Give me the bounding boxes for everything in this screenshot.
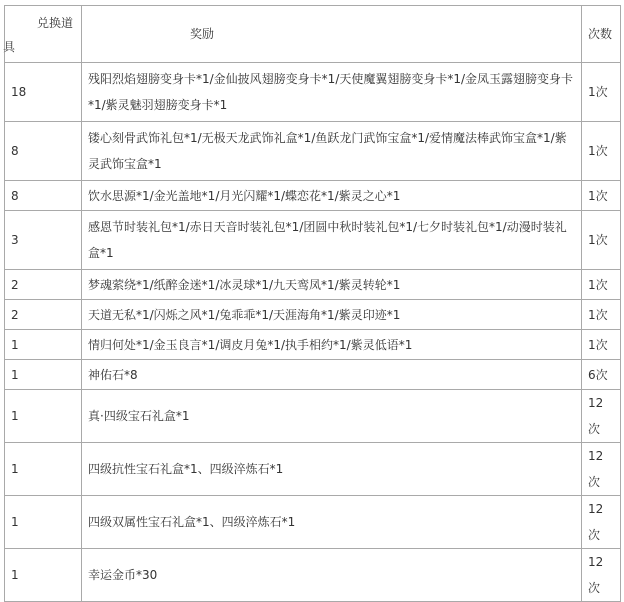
row-reward: 神佑石*8	[82, 360, 582, 390]
row-times: 6次	[582, 360, 621, 390]
row-times: 1次	[582, 270, 621, 300]
header-cost-label-line2: 具	[3, 40, 16, 54]
row-times: 1次	[582, 300, 621, 330]
row-cost: 8	[5, 181, 82, 211]
row-reward: 真·四级宝石礼盒*1	[82, 390, 582, 443]
row-reward: 残阳烈焰翅膀变身卡*1/金仙披风翅膀变身卡*1/天使魔翼翅膀变身卡*1/金凤玉露翅膀变身卡*1/紫灵魅羽翅膀变身卡*1	[82, 63, 582, 122]
row-cost: 2	[5, 270, 82, 300]
table-row	[5, 270, 621, 300]
row-times: 1次	[582, 122, 621, 181]
row-times: 1次	[582, 63, 621, 122]
row-reward: 梦魂萦绕*1/纸醉金迷*1/冰灵球*1/九天鸾凤*1/紫灵转轮*1	[82, 270, 582, 300]
header-cost-cell	[5, 6, 82, 63]
row-reward: 天道无私*1/闪烁之风*1/兔乖乖*1/天涯海角*1/紫灵印迹*1	[82, 300, 582, 330]
row-times: 1次	[582, 211, 621, 270]
row-times: 12次	[582, 390, 621, 443]
table-row	[5, 211, 621, 270]
table-row	[5, 360, 621, 390]
table-row	[5, 300, 621, 330]
header-reward-label: 奖励	[82, 6, 582, 63]
row-cost: 1	[5, 549, 82, 602]
row-cost: 8	[5, 122, 82, 181]
row-times: 1次	[582, 330, 621, 360]
row-times: 12次	[582, 496, 621, 549]
row-reward: 镂心刻骨武饰礼包*1/无极天龙武饰礼盒*1/鱼跃龙门武饰宝盒*1/爱情魔法棒武饰宝盒*1/紫灵武饰宝盒*1	[82, 122, 582, 181]
table-header-row	[5, 6, 621, 63]
row-cost: 2	[5, 300, 82, 330]
row-reward: 四级双属性宝石礼盒*1、四级淬炼石*1	[82, 496, 582, 549]
header-cost-label-line1: 兑换道	[37, 16, 74, 30]
row-reward: 情归何处*1/金玉良言*1/调皮月兔*1/执手相约*1/紫灵低语*1	[82, 330, 582, 360]
exchange-reward-table	[4, 5, 621, 602]
row-cost: 1	[5, 390, 82, 443]
row-cost: 1	[5, 496, 82, 549]
row-cost: 1	[5, 330, 82, 360]
row-cost: 1	[5, 360, 82, 390]
row-times: 12次	[582, 549, 621, 602]
table-row	[5, 181, 621, 211]
row-cost: 3	[5, 211, 82, 270]
row-cost: 18	[5, 63, 82, 122]
table-row	[5, 390, 621, 443]
row-reward: 感恩节时装礼包*1/赤日天音时装礼包*1/团圆中秋时装礼包*1/七夕时装礼包*1/动漫时装礼盒*1	[82, 211, 582, 270]
table-row	[5, 549, 621, 602]
row-reward: 幸运金币*30	[82, 549, 582, 602]
row-reward: 四级抗性宝石礼盒*1、四级淬炼石*1	[82, 443, 582, 496]
table-row	[5, 443, 621, 496]
row-times: 1次	[582, 181, 621, 211]
table-row	[5, 122, 621, 181]
header-times-label: 次数	[582, 6, 621, 63]
table-row	[5, 63, 621, 122]
table-row	[5, 496, 621, 549]
row-reward: 饮水思源*1/金光盖地*1/月光闪耀*1/蝶恋花*1/紫灵之心*1	[82, 181, 582, 211]
table-row	[5, 330, 621, 360]
row-times: 12次	[582, 443, 621, 496]
row-cost: 1	[5, 443, 82, 496]
